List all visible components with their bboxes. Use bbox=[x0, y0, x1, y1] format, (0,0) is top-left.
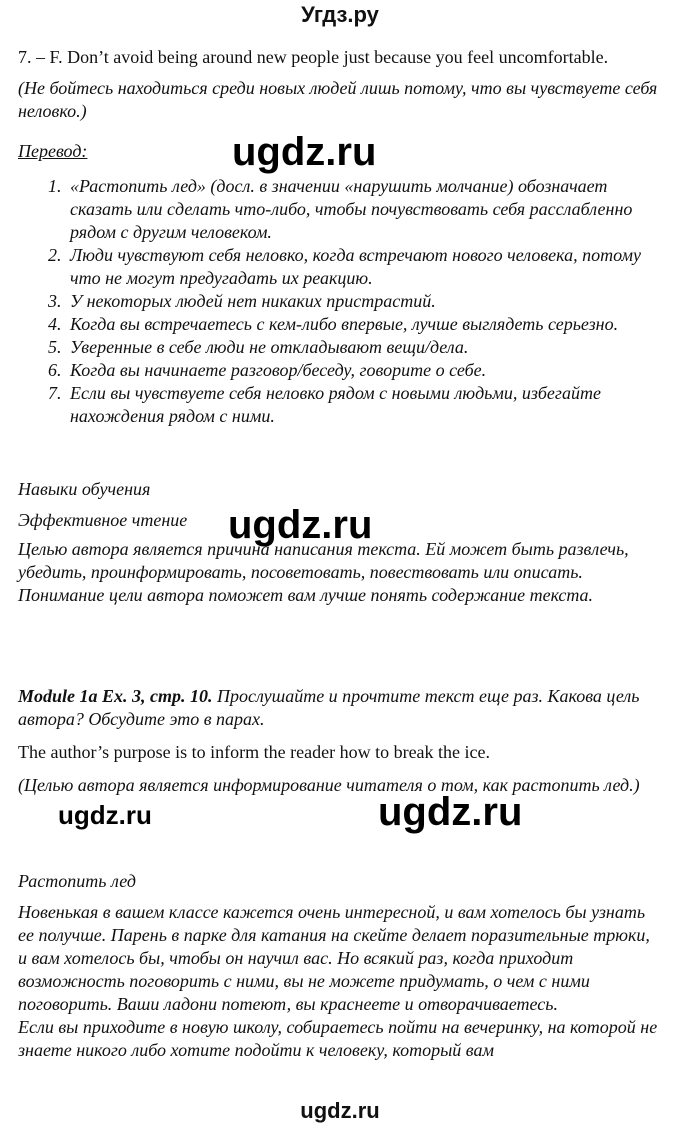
module-task bbox=[18, 685, 663, 731]
skills-body: Целью автора является причина написания текста. Ей может быть развлечь, убедить, проинформировать, посоветовать, повествовать или описать. Понимание цели автора поможет вам лучше понять содержание текста. bbox=[18, 539, 629, 605]
module-answer: The author’s purpose is to inform the reader how to break the ice. bbox=[18, 742, 491, 762]
text-para-1: Новенькая в вашем классе кажется очень интересной, и вам хотелось бы узнать ее получше. Парень в парке для катания на скейте делает поразительные трюки, и вам хотелось бы, чтобы он научил вас. Но всякий раз, когда приходит возможность поговорить с ними, вы не можете придумать, о чем с ними поговорить. Ваши ладони потеют, вы краснеете и отворачиваетесь. bbox=[18, 902, 650, 1014]
item-7 bbox=[18, 46, 663, 123]
list-item: 1. «Растопить лед» (досл. в значении «нарушить молчание) обозначает сказать или сделать что-либо, чтобы почувствовать себя расслабленно рядом с другим человеком. bbox=[66, 175, 663, 244]
text-section bbox=[18, 870, 663, 1062]
skills-heading: Навыки обучения bbox=[18, 479, 151, 499]
list-item: 5. Уверенные в себе люди не откладывают вещи/дела. bbox=[66, 336, 663, 359]
module-answer-translation: (Целью автора является информирование читателя о том, как растопить лед.) bbox=[18, 775, 640, 795]
watermark: ugdz.ru bbox=[232, 130, 377, 174]
module-ref: Module 1a Ex. 3, стр. 10. bbox=[18, 686, 213, 706]
translation-list bbox=[18, 175, 663, 428]
translation-section bbox=[18, 140, 663, 428]
site-footer[interactable]: ugdz.ru bbox=[300, 1098, 380, 1123]
item-7-translation: (Не бойтесь находиться среди новых людей лишь потому, что вы чувствуете себя неловко.) bbox=[18, 78, 658, 121]
skills-subheading: Эффективное чтение bbox=[18, 510, 188, 530]
watermark: ugdz.ru bbox=[378, 790, 523, 834]
list-item: 4. Когда вы встречаетесь с кем-либо впервые, лучше выглядеть серьезно. bbox=[66, 313, 663, 336]
list-item: 7. Если вы чувствуете себя неловко рядом с новыми людьми, избегайте нахождения рядом с ними. bbox=[66, 382, 663, 428]
watermark: ugdz.ru bbox=[58, 800, 152, 830]
module-task-text: Прослушайте и прочтите текст еще раз. Какова цель автора? Обсудите это в парах. bbox=[18, 686, 640, 729]
site-title[interactable]: Угдз.ру bbox=[301, 2, 379, 27]
translation-heading: Перевод: bbox=[18, 141, 88, 161]
watermark: ugdz.ru bbox=[228, 503, 373, 547]
list-item: 3. У некоторых людей нет никаких пристрастий. bbox=[66, 290, 663, 313]
text-heading: Растопить лед bbox=[18, 871, 136, 891]
list-item: 2. Люди чувствуют себя неловко, когда встречают нового человека, потому что не могут предугадать их реакцию. bbox=[66, 244, 663, 290]
module-section bbox=[18, 685, 663, 797]
item-7-text: 7. – F. Don’t avoid being around new people just because you feel uncomfortable. bbox=[18, 47, 609, 67]
text-para-2: Если вы приходите в новую школу, собираетесь пойти на вечеринку, на которой не знаете никого либо хотите подойти к человеку, который вам bbox=[18, 1017, 658, 1060]
list-item: 6. Когда вы начинаете разговор/беседу, говорите о себе. bbox=[66, 359, 663, 382]
